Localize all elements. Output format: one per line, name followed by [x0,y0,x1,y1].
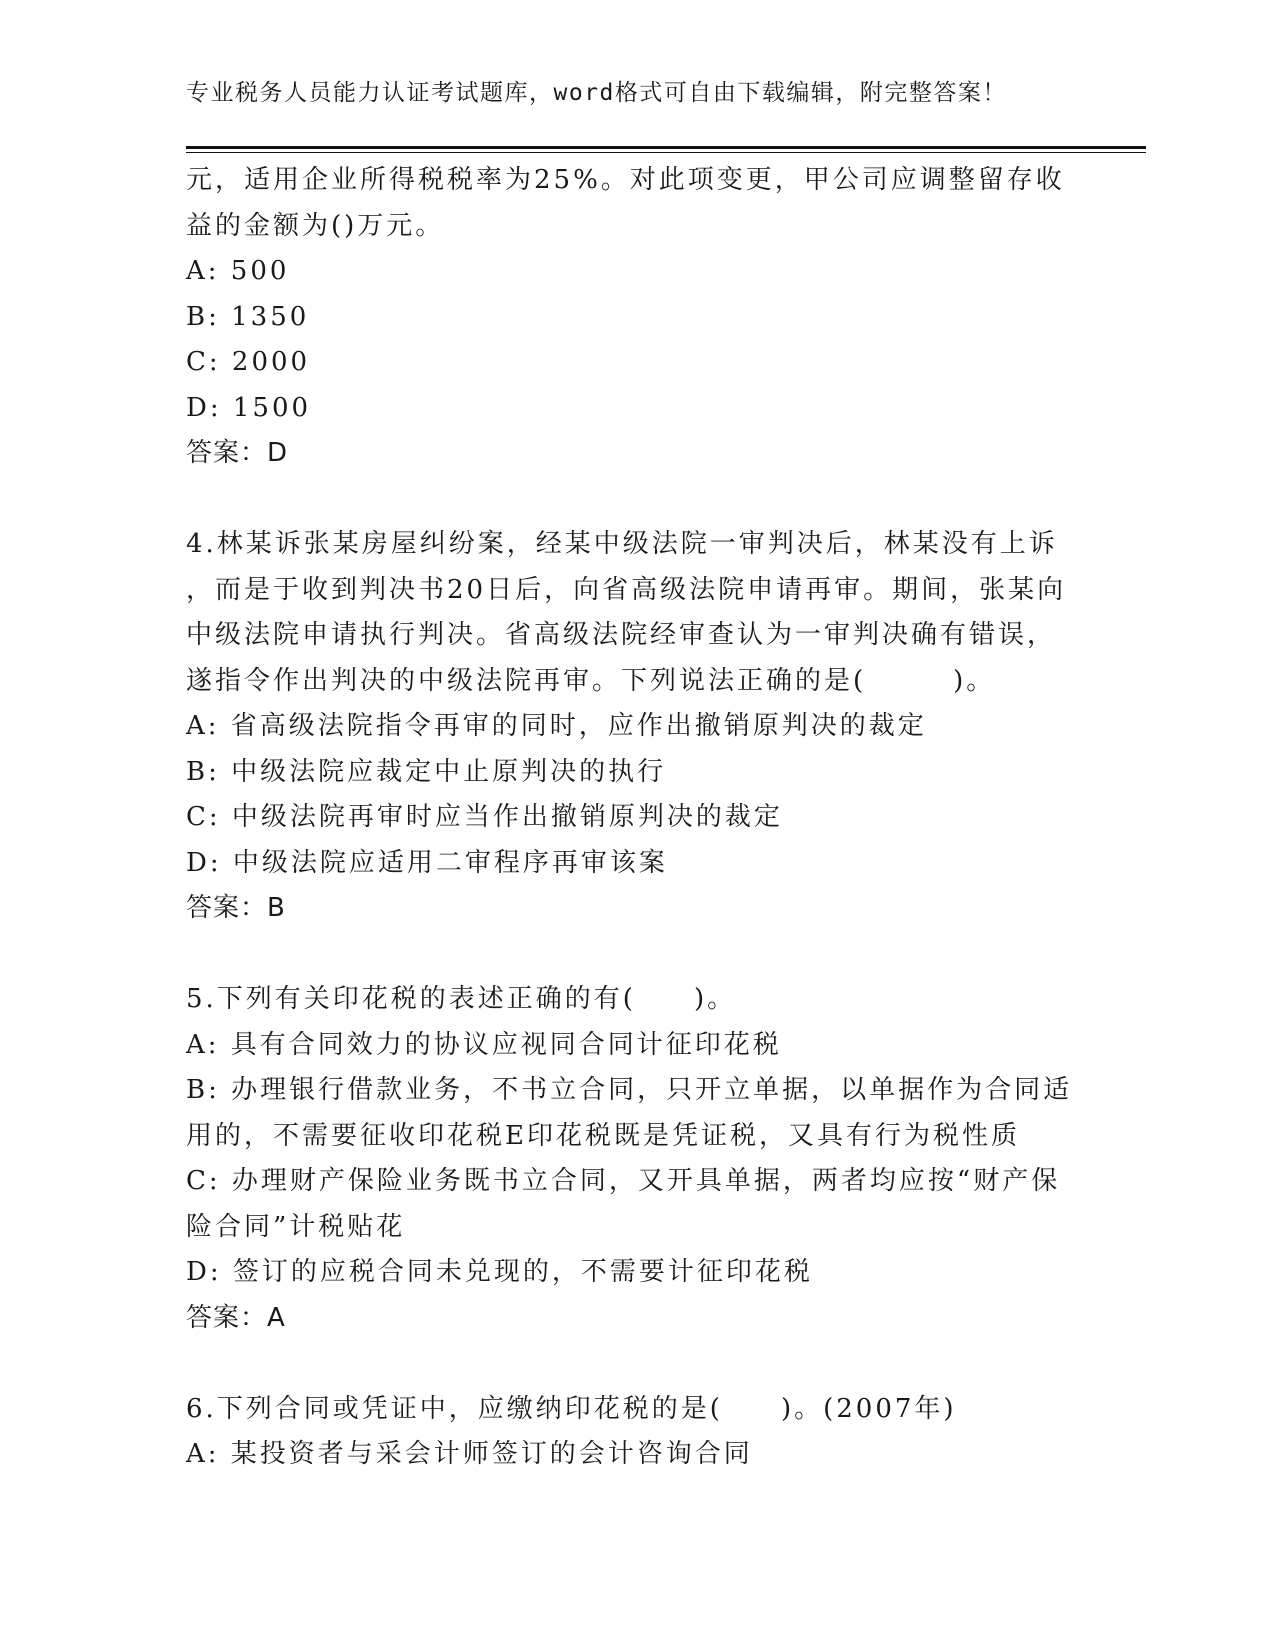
option-b: B: 1350 [186,301,310,332]
option-d: D: 签订的应税合同未兑现的，不需要计征印花税 [186,1257,813,1287]
option-d: D: 中级法院应适用二审程序再审该案 [186,847,668,878]
option-c: C: 2000 [186,347,311,377]
answer-label: 答案：A [186,1302,286,1333]
header-divider-thin [186,152,1146,153]
question-3 [186,158,1086,477]
option-c: C: 办理财产保险业务既书立合同，又开具单据，两者均应按“财产保 [186,1166,1061,1196]
question-stem-line: 元，适用企业所得税税率为25%。对此项变更，甲公司应调整留存收 [186,165,1065,195]
option-b: B: 办理银行借款业务，不书立合同，只开立单据，以单据作为合同适 [186,1075,1073,1105]
option-d: D: 1500 [186,392,312,423]
answer-label: 答案：D [186,438,289,468]
page-header-title: 专业税务人员能力认证考试题库，word格式可自由下载编辑，附完整答案！ [186,80,1007,106]
option-c-continued: 险合同”计税贴花 [186,1211,406,1242]
question-6 [186,1387,1086,1478]
question-5 [186,977,1086,1341]
option-c: C: 中级法院再审时应当作出撤销原判决的裁定 [186,802,783,832]
question-stem-line: 6.下列合同或凭证中，应缴纳印花税的是( )。(2007年) [186,1393,957,1424]
option-b: B: 中级法院应裁定中止原判决的执行 [186,756,667,787]
question-stem-line: 5.下列有关印花税的表述正确的有( )。 [186,984,737,1014]
option-a: A: 省高级法院指令再审的同时，应作出撤销原判决的裁定 [186,711,927,741]
question-stem-line: 4.林某诉张某房屋纠纷案，经某中级法院一审判决后，林某没有上诉 [186,529,1058,559]
question-stem-line: 遂指令作出判决的中级法院再审。下列说法正确的是( )。 [186,665,996,696]
answer-label: 答案：B [186,893,286,923]
header-divider-thick [186,146,1146,149]
question-stem-line: ，而是于收到判决书20日后，向省高级法院申请再审。期间，张某向 [186,574,1067,605]
question-spacer [186,1341,1086,1387]
question-content [186,158,1086,1478]
question-spacer [186,477,1086,523]
question-spacer [186,932,1086,978]
option-b-continued: 用的，不需要征收印花税E印花税既是凭证税，又具有行为税性质 [186,1120,1020,1151]
option-a: A: 500 [186,256,290,286]
question-4 [186,522,1086,932]
option-a: A: 某投资者与采会计师签订的会计咨询合同 [186,1439,753,1469]
question-stem-line: 益的金额为()万元。 [186,210,445,241]
option-a: A: 具有合同效力的协议应视同合同计征印花税 [186,1029,782,1060]
question-stem-line: 中级法院申请执行判决。省高级法院经审查认为一审判决确有错误， [186,620,1057,650]
